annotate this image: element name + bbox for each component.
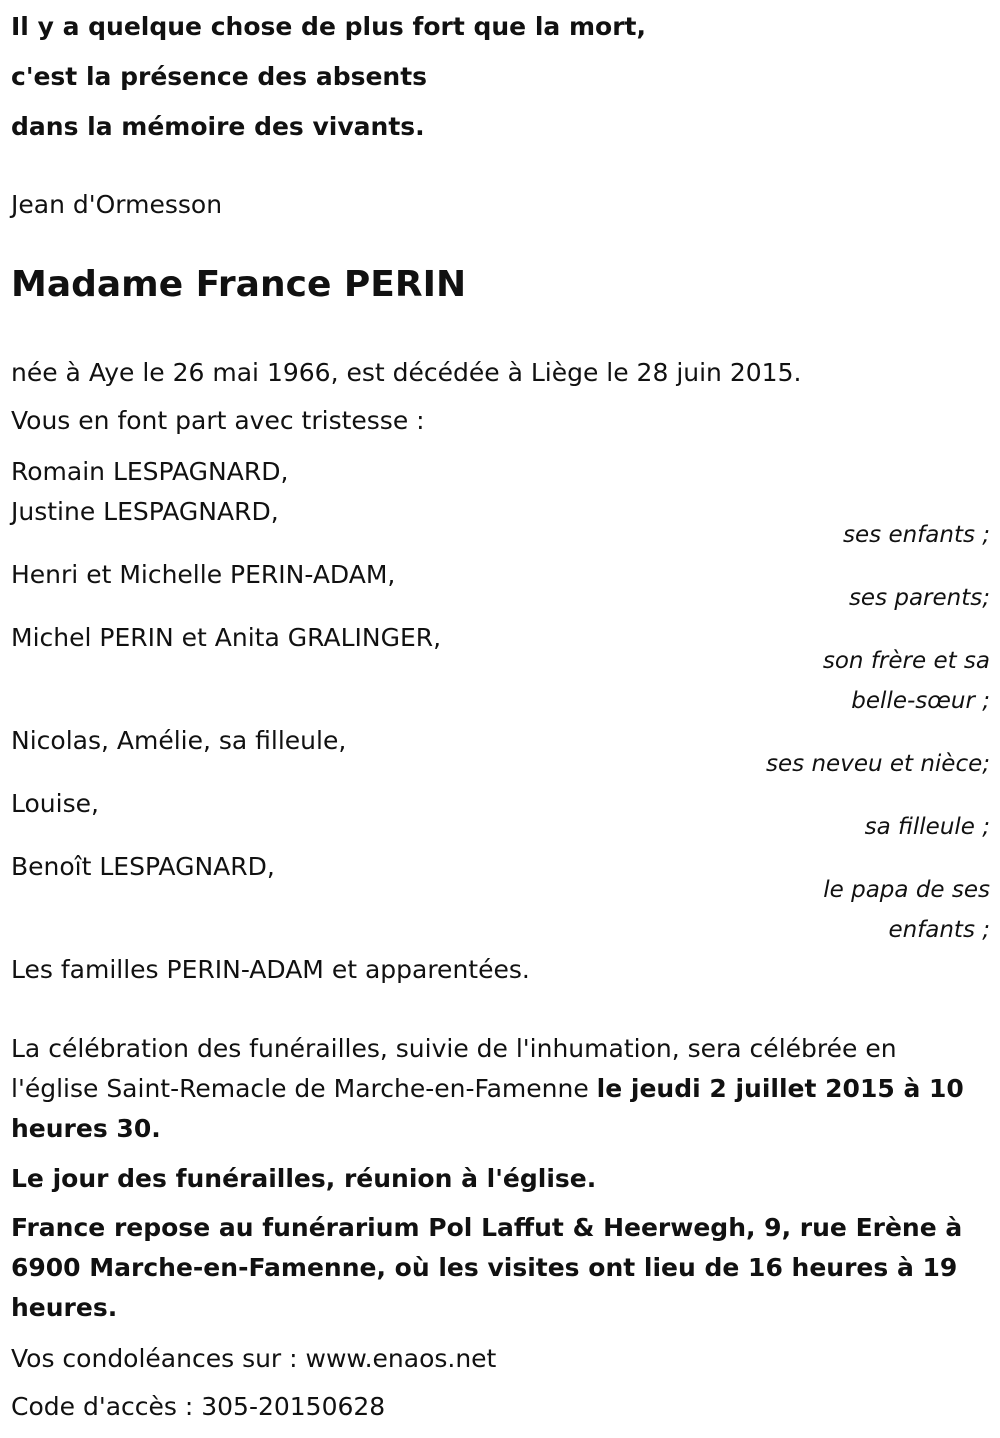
family-member-2: Justine LESPAGNARD, xyxy=(11,497,279,526)
repose-paragraph: France repose au funérarium Pol Laffut & Heerwegh, 9, rue Erène à 6900 Marche-en-Famenne, où les visites ont lieu de 16 heures à 19 heures. xyxy=(11,1213,963,1322)
families-line: Les familles PERIN-ADAM et apparentées. xyxy=(11,955,530,984)
relation-brother-line-1: son frère et sa xyxy=(822,648,990,674)
family-member-5: Nicolas, Amélie, sa filleule, xyxy=(11,726,347,755)
family-member-7: Benoît LESPAGNARD, xyxy=(11,852,275,881)
family-member-3: Henri et Michelle PERIN-ADAM, xyxy=(11,560,396,589)
funeral-date: le jeudi 2 juillet 2015 à 10 heures 30. xyxy=(11,1074,964,1143)
quote-line-3: dans la mémoire des vivants. xyxy=(11,112,425,141)
condolences-line: Vos condoléances sur : www.enaos.net xyxy=(11,1344,497,1373)
access-code-line: Code d'accès : 305-20150628 xyxy=(11,1392,386,1421)
relation-father-line-2: enfants ; xyxy=(888,917,990,943)
deceased-name: Madame France PERIN xyxy=(11,264,467,305)
relation-children: ses enfants ; xyxy=(843,522,990,548)
meeting-line: Le jour des funérailles, réunion à l'église. xyxy=(11,1164,597,1193)
quote-line-1: Il y a quelque chose de plus fort que la mort, xyxy=(11,12,646,41)
relation-parents: ses parents; xyxy=(848,585,990,611)
relation-goddaughter: sa filleule ; xyxy=(864,814,990,840)
relation-nephew-niece: ses neveu et nièce; xyxy=(766,751,990,777)
quote-line-2: c'est la présence des absents xyxy=(11,62,428,91)
family-member-6: Louise, xyxy=(11,789,99,818)
funeral-paragraph xyxy=(11,1029,986,1149)
funeral-text: La célébration des funérailles, suivie de l'inhumation, sera célébrée en l'église Saint-Remacle de Marche-en-Famenne xyxy=(11,1034,897,1103)
announcement-line: Vous en font part avec tristesse : xyxy=(11,406,425,435)
family-member-1: Romain LESPAGNARD, xyxy=(11,457,289,486)
relation-father-line-1: le papa de ses xyxy=(823,877,990,903)
birth-death-line: née à Aye le 26 mai 1966, est décédée à Liège le 28 juin 2015. xyxy=(11,358,802,387)
family-member-4: Michel PERIN et Anita GRALINGER, xyxy=(11,623,442,652)
quote-author: Jean d'Ormesson xyxy=(11,190,223,219)
relation-brother-line-2: belle-sœur ; xyxy=(851,688,990,714)
